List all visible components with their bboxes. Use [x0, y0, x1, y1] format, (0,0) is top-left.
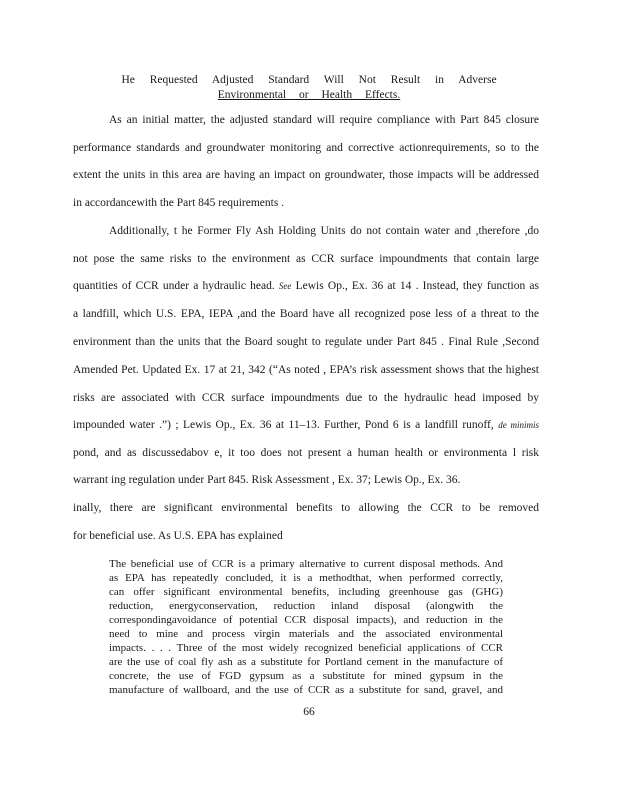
block-quote-line: can offer significant environmental benefits, including greenhouse gas (GHG): [109, 586, 503, 598]
para2-line: a landfill, which U.S. EPA, IEPA ,and the Board have all recognized pose less of a threat to the: [73, 308, 539, 320]
para1-line: in accordancewith the Part 845 requirements .: [73, 197, 285, 209]
para2-line: [73, 419, 539, 431]
para3-line: for beneficial use. As U.S. EPA has explained: [73, 530, 283, 542]
para1-line: As an initial matter, the adjusted standard will require compliance with Part 845 closure: [109, 114, 539, 126]
para2-line: Additionally, t he Former Fly Ash Holding Units do not contain water and ,therefore ,do: [109, 225, 539, 237]
block-quote-line: need to mine and process virgin materials and the associated environmental: [109, 628, 503, 640]
section-heading: [0, 73, 618, 103]
para2-line: [73, 280, 539, 292]
block-quote-line: The beneficial use of CCR is a primary alternative to current disposal methods. And: [109, 558, 503, 570]
block-quote-line: impacts. . . . Three of the most widely recognized beneficial applications of CCR: [109, 642, 503, 654]
section-heading-line-2: Environmental or Health Effects.: [217, 89, 401, 101]
page-number: 66: [303, 706, 315, 718]
block-quote-line: correspondingavoidance of potential CCR disposal impacts), and reduction in the: [109, 614, 503, 626]
para2-line: risks are associated with CCR surface impoundments due to the hydraulic head imposed by: [73, 392, 539, 404]
para2-text: quantities of CCR under a hydraulic head.: [73, 280, 275, 292]
latin-term: de minimis: [498, 420, 540, 430]
para2-line: environment than the units that the Board sought to regulate under Part 845 . Final Rule ,Second: [73, 336, 539, 348]
section-heading-line-1: He Requested Adjusted Standard Will Not Result in Adverse: [121, 74, 497, 86]
para3-line: inally, there are significant environmental benefits to allowing the CCR to be removed: [73, 502, 539, 514]
para2-line: warrant ing regulation under Part 845. Risk Assessment , Ex. 37; Lewis Op., Ex. 36.: [73, 474, 461, 486]
block-quote-line: manufacture of wallboard, and the use of CCR as a substitute for sand, gravel, and: [109, 684, 503, 696]
para1-line: performance standards and groundwater monitoring and corrective actionrequirements, so to the: [73, 142, 539, 154]
para2-text: Lewis Op., Ex. 36 at 14 . Instead, they function as: [295, 280, 539, 292]
para1-line: extent the units in this area are having an impact on groundwater, those impacts will be addressed: [73, 169, 539, 181]
block-quote-line: are the use of coal fly ash as a substitute for Portland cement in the manufacture of: [109, 656, 503, 668]
para2-text: impounded water .”) ; Lewis Op., Ex. 36 at 11–13. Further, Pond 6 is a landfill runoff,: [73, 419, 494, 431]
block-quote-line: as EPA has repeatedly concluded, it is a methodthat, when performed correctly,: [109, 572, 503, 584]
block-quote-line: reduction, energyconservation, reduction inland disposal (alongwith the: [109, 600, 503, 612]
para2-line: not pose the same risks to the environment as CCR surface impoundments that contain large: [73, 253, 539, 265]
para2-line: pond, and as discussedabov e, it too does not present a human health or environmenta l risk: [73, 447, 539, 459]
para2-line: Amended Pet. Updated Ex. 17 at 21, 342 (“As noted , EPA’s risk assessment shows that the highest: [73, 364, 539, 376]
block-quote-line: concrete, the use of FGD gypsum as a substitute for mined gypsum in the: [109, 670, 503, 682]
citation-signal-see: See: [278, 281, 292, 291]
